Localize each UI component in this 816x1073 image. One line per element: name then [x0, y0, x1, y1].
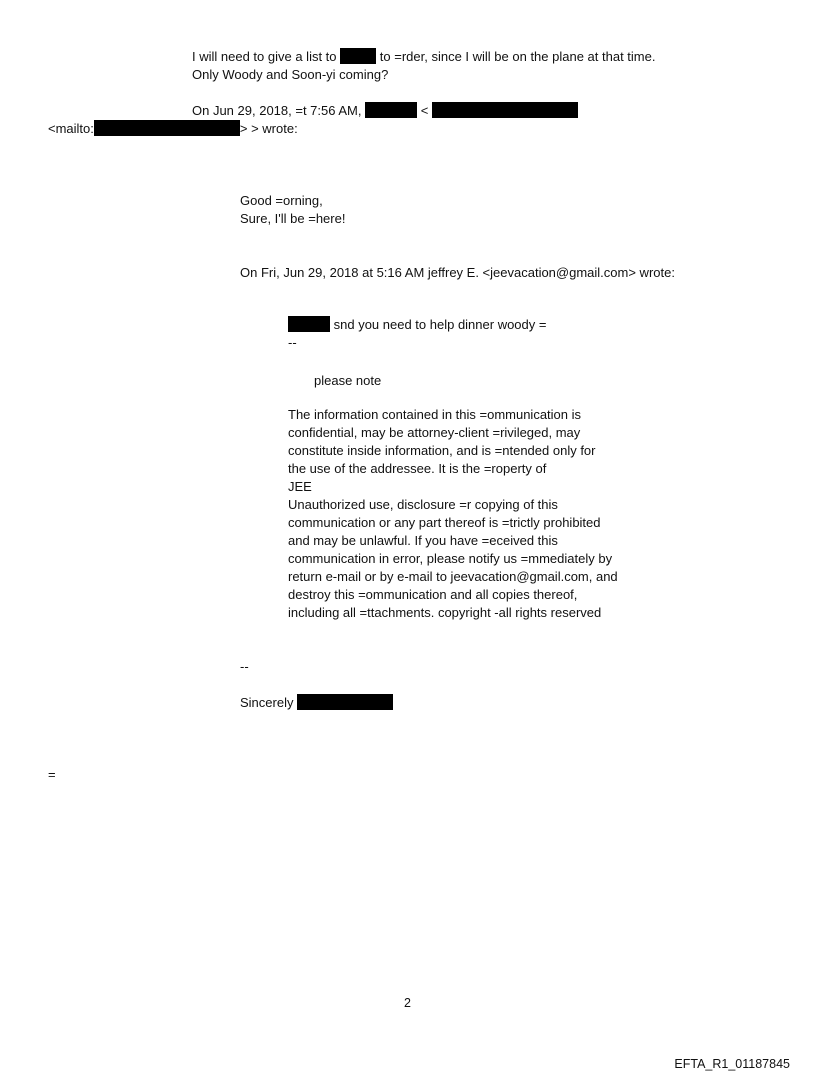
page-number: 2 — [404, 996, 411, 1010]
please-note: please note — [314, 373, 382, 388]
reply-line-1: I will need to give a list to to =rder, since I will be on the plane at that time. — [192, 49, 656, 64]
signature-closing: Sincerely — [240, 694, 393, 712]
redaction-box — [288, 316, 330, 332]
trailing-equals: = — [48, 767, 56, 782]
quote-header-1: On Jun 29, 2018, =t 7:56 AM, < — [192, 102, 578, 120]
disclaimer-line: confidential, may be attorney-client =rivileged, may — [288, 425, 581, 440]
reply-line-2: Only Woody and Soon-yi coming? — [192, 67, 389, 82]
mailto-line: <mailto: > > wrote: — [48, 121, 298, 136]
disclaimer-line: the use of the addressee. It is the =roperty of — [288, 461, 547, 476]
redaction-box — [365, 102, 417, 118]
redaction-box — [340, 48, 376, 64]
redaction-box — [432, 102, 578, 118]
disclaimer-line: The information contained in this =ommunication is — [288, 407, 582, 422]
redaction-box — [297, 694, 393, 710]
disclaimer-line: return e-mail or by e-mail to jeevacation@gmail.com, and — [288, 569, 618, 584]
disclaimer-line: communication in error, please notify us =mmediately by — [288, 551, 613, 566]
signature-separator-2: -- — [240, 659, 249, 674]
message3-line-1: snd you need to help dinner woody = — [288, 316, 546, 334]
disclaimer-line: and may be unlawful. If you have =eceived this — [288, 533, 558, 548]
disclaimer-line: Unauthorized use, disclosure =r copying of this — [288, 497, 558, 512]
disclaimer-line: including all =ttachments. copyright -all rights reserved — [288, 605, 602, 620]
disclaimer-line: JEE — [288, 479, 312, 494]
greeting: Good =orning, — [240, 193, 323, 208]
quote-header-2: On Fri, Jun 29, 2018 at 5:16 AM jeffrey E. <jeevacation@gmail.com> wrote: — [240, 265, 675, 280]
disclaimer-line: communication or any part thereof is =trictly prohibited — [288, 515, 601, 530]
document-id: EFTA_R1_01187845 — [674, 1057, 790, 1071]
message2-body: Sure, I'll be =here! — [240, 211, 346, 226]
disclaimer-line: destroy this =ommunication and all copies thereof, — [288, 587, 578, 602]
signature-separator: -- — [288, 335, 297, 350]
redaction-box — [94, 120, 240, 136]
disclaimer-line: constitute inside information, and is =ntended only for — [288, 443, 596, 458]
